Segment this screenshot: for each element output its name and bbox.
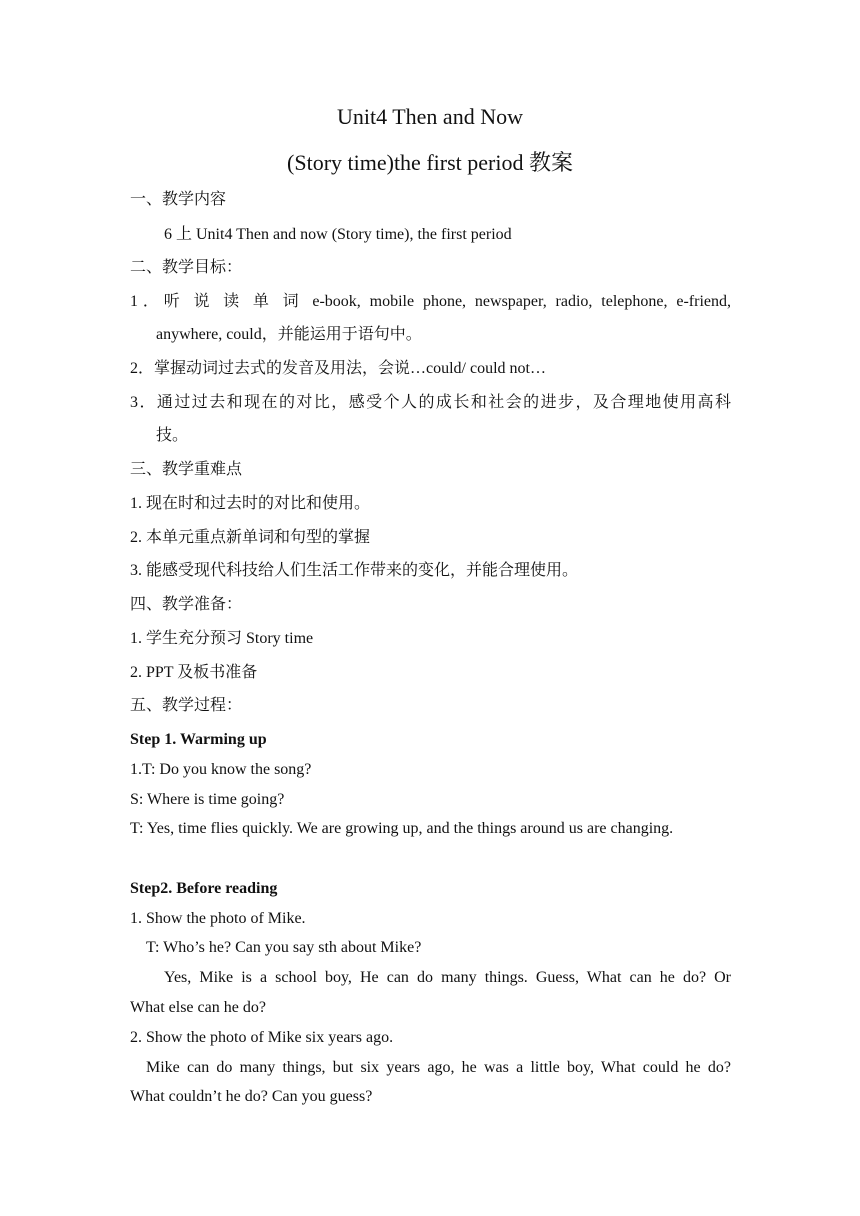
step-2-item-2: 2. Show the photo of Mike six years ago. — [130, 1029, 394, 1046]
section-heading-key-points: 三、教学重难点 — [130, 461, 243, 478]
step-2-item-1: 1. Show the photo of Mike. — [130, 910, 306, 927]
objective-item-3-line-1: 3．通过过去和现在的对比，感受个人的成长和社会的进步，及合理地使用高科 — [130, 394, 731, 411]
section-heading-preparation: 四、教学准备： — [130, 596, 243, 613]
key-point-item: 3. 能感受现代科技给人们生活工作带来的变化，并能合理使用。 — [130, 562, 579, 579]
document-title: Unit4 Then and Now — [337, 104, 523, 129]
preparation-item: 2. PPT 及板书准备 — [130, 664, 258, 681]
objective-item-1-line-1: 1．听 说 读 单 词 e-book, mobile phone, newspaper, radio, telephone, e-friend, — [130, 293, 731, 310]
key-point-item: 1. 现在时和过去时的对比和使用。 — [130, 495, 371, 512]
section-heading-content: 一、教学内容 — [130, 191, 227, 208]
section-heading-objectives: 二、教学目标： — [130, 259, 243, 276]
objective-item-3-line-2: 技。 — [156, 427, 189, 444]
step-2-item-2-line-1: Mike can do many things, but six years ago, he was a little boy, What could he do? — [146, 1059, 731, 1076]
step-1-line: 1.T: Do you know the song? — [130, 761, 312, 778]
step-2-item-1-question: T: Who’s he? Can you say sth about Mike? — [146, 939, 422, 956]
step-2-item-1-answer-line-2: What else can he do? — [130, 999, 266, 1016]
key-point-item: 2. 本单元重点新单词和句型的掌握 — [130, 529, 371, 546]
objective-item-2: 2．掌握动词过去式的发音及用法，会说…could/ could not… — [130, 360, 546, 377]
step-2-item-2-line-2: What couldn’t he do? Can you guess? — [130, 1088, 373, 1105]
step-2-item-1-answer-line-1: Yes, Mike is a school boy, He can do many things. Guess, What can he do? Or — [164, 969, 731, 986]
step-1-line: T: Yes, time flies quickly. We are growing up, and the things around us are changing. — [130, 820, 674, 837]
section-content-text: 6 上 Unit4 Then and now (Story time), the first period — [164, 226, 512, 243]
step-1-heading: Step 1. Warming up — [130, 731, 267, 748]
document-subtitle: (Story time)the first period 教案 — [287, 150, 573, 175]
section-heading-procedure: 五、教学过程： — [130, 697, 243, 714]
preparation-item: 1. 学生充分预习 Story time — [130, 630, 314, 647]
step-1-line: S: Where is time going? — [130, 791, 285, 808]
objective-item-1-line-2: anywhere, could，并能运用于语句中。 — [156, 326, 422, 343]
step-2-heading: Step2. Before reading — [130, 880, 278, 897]
